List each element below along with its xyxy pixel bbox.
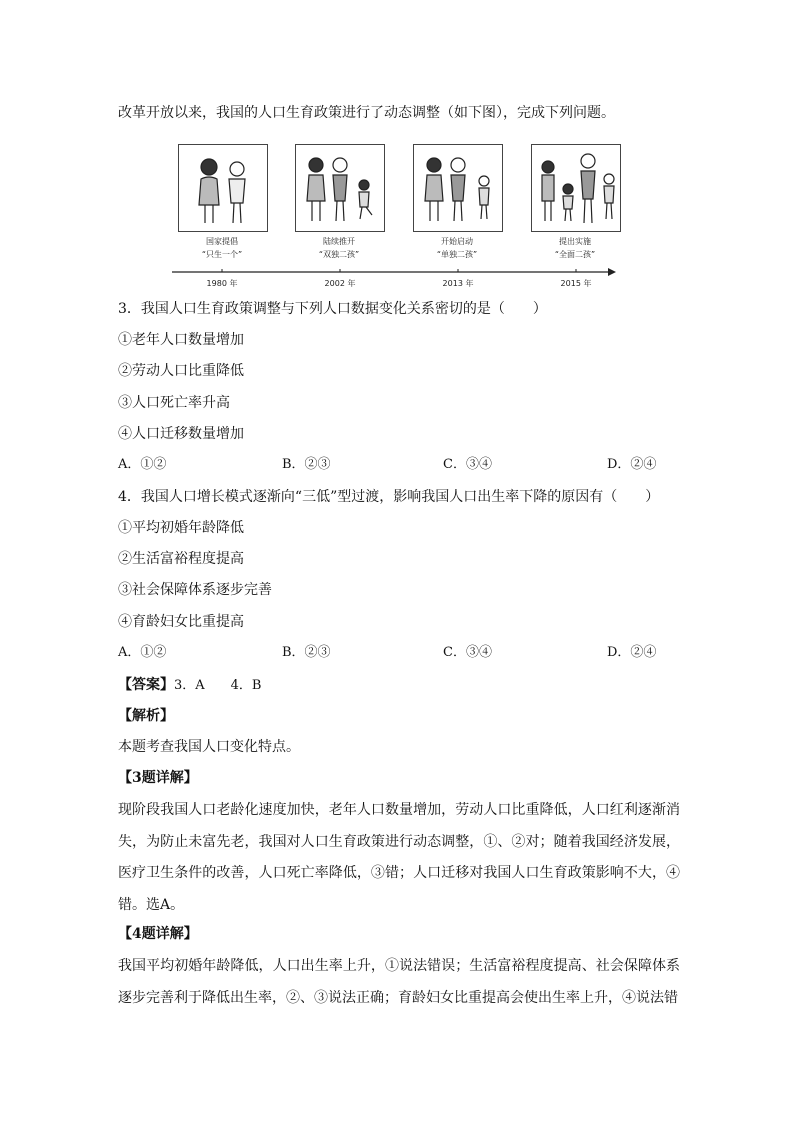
question-4-item-1: ①平均初婚年龄降低 xyxy=(118,520,244,536)
question-3-item-1: ①老年人口数量增加 xyxy=(118,332,244,348)
panel-2015-caption-line2: “全面二孩” xyxy=(554,250,596,259)
answer-text: 3．A 4．B xyxy=(174,678,262,693)
panel-2002-caption-line1: 陆续推开 xyxy=(323,237,355,246)
question-3-item-2: ②劳动人口比重降低 xyxy=(118,363,244,379)
question-3-option-b: B．②③ xyxy=(282,457,331,472)
family-one-child-icon xyxy=(179,145,267,231)
year-2002-label: 2002 年 xyxy=(324,279,356,288)
question-3-item-3: ③人口死亡率升高 xyxy=(118,395,230,411)
timeline-arrow xyxy=(170,265,630,279)
question-4-item-3: ③社会保障体系逐步完善 xyxy=(118,582,272,598)
year-2013-label: 2013 年 xyxy=(442,279,474,288)
question-3-option-d: D．②④ xyxy=(607,457,657,472)
family-two-children-icon xyxy=(296,145,384,231)
question-4-option-a: A．①② xyxy=(118,645,167,660)
answer-line xyxy=(118,675,261,696)
question-4-option-b: B．②③ xyxy=(282,645,331,660)
question-4-option-c: C．③④ xyxy=(443,645,492,660)
family-universal-two-children-icon xyxy=(532,145,620,231)
panel-2013-caption-line2: “单独二孩” xyxy=(436,250,478,259)
panel-2002-caption-line2: “双独二孩” xyxy=(318,250,360,259)
panel-2015-caption-line1: 提出实施 xyxy=(559,237,591,246)
family-single-second-child-icon xyxy=(414,145,502,231)
analysis-label: 【解析】 xyxy=(118,708,174,724)
analysis-text: 本题考查我国人口变化特点。 xyxy=(118,739,300,755)
policy-timeline-figure xyxy=(170,140,630,290)
question-4-item-2: ②生活富裕程度提高 xyxy=(118,551,244,567)
panel-2013-caption-line1: 开始启动 xyxy=(441,237,473,246)
question-4-option-d: D．②④ xyxy=(607,645,657,660)
question-3-option-c: C．③④ xyxy=(443,457,492,472)
year-1980-label: 1980 年 xyxy=(206,279,238,288)
panel-2013-illustration xyxy=(413,144,503,232)
answer-label: 【答案】 xyxy=(118,677,174,693)
year-2015-label: 2015 年 xyxy=(560,279,592,288)
panel-2002-illustration xyxy=(295,144,385,232)
panel-1980-caption-line1: 国家提倡 xyxy=(206,237,238,246)
question-3-option-a: A．①② xyxy=(118,457,167,472)
detail-3-text: 现阶段我国人口老龄化速度加快，老年人口数量增加，劳动人口比重降低，人口红利逐渐消失，为防止未富先老，我国对人口生育政策进行动态调整，①、②对；随着我国经济发展，医疗卫生条件的改善，人口死亡率降低，③错；人口迁移对我国人口生育政策影响不大，④错。选A。 xyxy=(118,802,680,913)
question-3-item-4: ④人口迁移数量增加 xyxy=(118,426,244,442)
panel-1980-caption-line2: “只生一个” xyxy=(201,250,243,259)
question-4-stem: 4．我国人口增长模式逐渐向“三低”型过渡，影响我国人口出生率下降的原因有（ ） xyxy=(118,489,660,505)
detail-4-text: 我国平均初婚年龄降低，人口出生率上升，①说法错误；生活富裕程度提高、社会保障体系逐步完善利于降低出生率，②、③说法正确；育龄妇女比重提高会使出生率上升，④说法错 xyxy=(118,958,680,1006)
intro-text: 改革开放以来，我国的人口生育政策进行了动态调整（如下图），完成下列问题。 xyxy=(118,105,615,121)
detail-3-label: 【3题详解】 xyxy=(118,770,198,786)
question-4-item-4: ④育龄妇女比重提高 xyxy=(118,614,244,630)
question-3-stem: 3．我国人口生育政策调整与下列人口数据变化关系密切的是（ ） xyxy=(118,301,547,317)
panel-2015-illustration xyxy=(531,144,621,232)
detail-4-label: 【4题详解】 xyxy=(118,926,198,942)
panel-1980-illustration xyxy=(178,144,268,232)
